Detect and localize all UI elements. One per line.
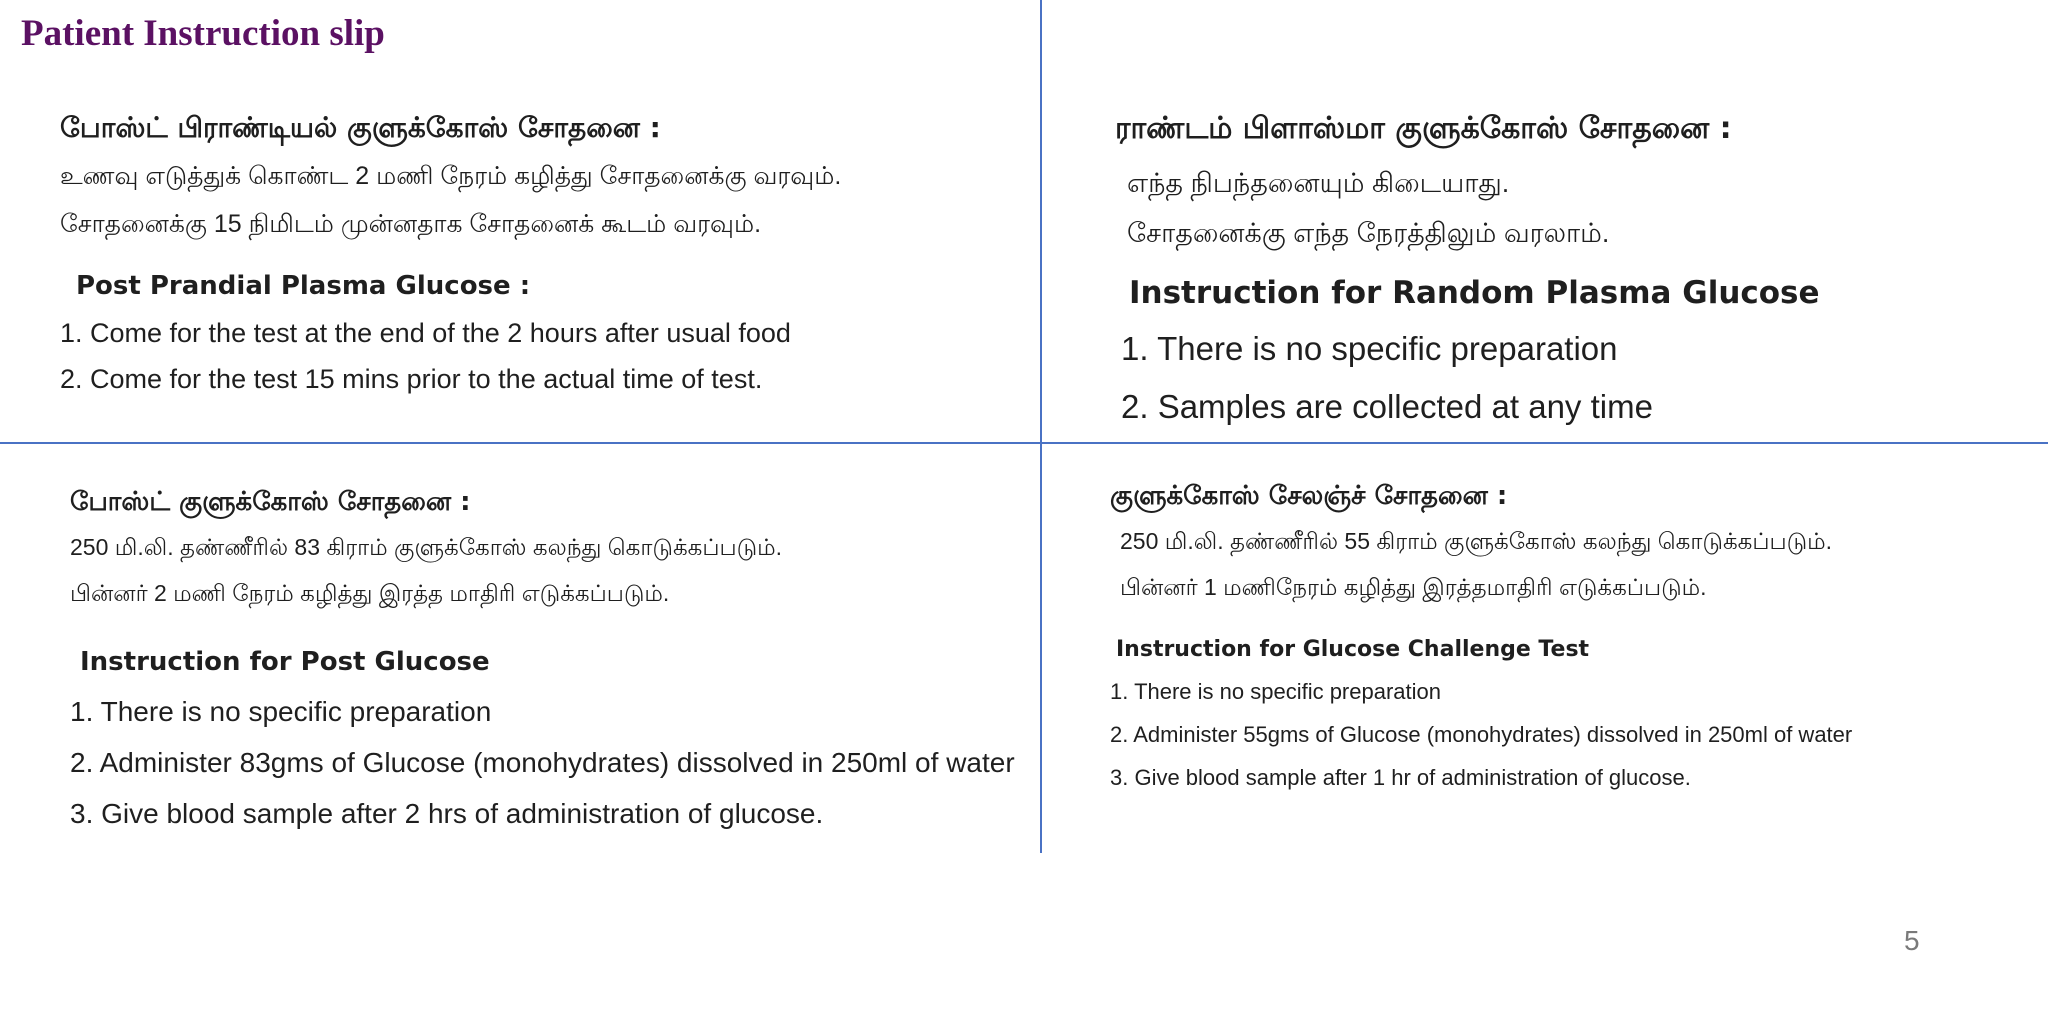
- post-glucose-panel: [70, 482, 1030, 839]
- post-glucose-tamil-line: பின்னர் 2 மணி நேரம் கழித்து இரத்த மாதிரி எடுக்கப்படும்.: [70, 580, 670, 606]
- post-prandial-tamil-heading: போஸ்ட் பிராண்டியல் குளுக்கோஸ் சோதனை :: [60, 111, 661, 144]
- random-plasma-english-line: 1. There is no specific preparation: [1121, 330, 1618, 367]
- horizontal-divider: [0, 442, 2048, 444]
- random-plasma-panel: [1115, 108, 2035, 436]
- slide-title: Patient Instruction slip: [21, 13, 385, 54]
- random-plasma-english-heading: Instruction for Random Plasma Glucose: [1129, 275, 1820, 311]
- glucose-challenge-english-line: 1. There is no specific preparation: [1110, 679, 1441, 704]
- post-prandial-tamil-line: உணவு எடுத்துக் கொண்ட 2 மணி நேரம் கழித்து சோதனைக்கு வரவும்.: [60, 162, 842, 190]
- glucose-challenge-english-line: 2. Administer 55gms of Glucose (monohydrates) dissolved in 250ml of water: [1110, 722, 1853, 747]
- post-glucose-tamil-heading: போஸ்ட் குளுக்கோஸ் சோதனை :: [70, 487, 471, 517]
- post-prandial-tamil-line: சோதனைக்கு 15 நிமிடம் முன்னதாக சோதனைக் கூடம் வரவும்.: [60, 210, 762, 238]
- post-glucose-english-line: 1. There is no specific preparation: [70, 696, 492, 727]
- glucose-challenge-english-heading: Instruction for Glucose Challenge Test: [1116, 637, 1590, 662]
- post-prandial-english-line: 2. Come for the test 15 mins prior to the actual time of test.: [60, 364, 763, 394]
- post-prandial-panel: [60, 108, 1020, 402]
- random-plasma-english-line: 2. Samples are collected at any time: [1121, 388, 1653, 425]
- glucose-challenge-english-line: 3. Give blood sample after 1 hr of administration of glucose.: [1110, 765, 1691, 790]
- post-glucose-english-heading: Instruction for Post Glucose: [80, 647, 490, 677]
- post-glucose-english-line: 3. Give blood sample after 2 hrs of administration of glucose.: [70, 798, 824, 829]
- post-glucose-tamil-line: 250 மி.லி. தண்ணீரில் 83 கிராம் குளுக்கோஸ் கலந்து கொடுக்கப்படும்.: [70, 534, 783, 560]
- glucose-challenge-tamil-line: பின்னர் 1 மணிநேரம் கழித்து இரத்தமாதிரி எடுக்கப்படும்.: [1120, 574, 1707, 600]
- glucose-challenge-tamil-heading: குளுக்கோஸ் சேலஞ்ச் சோதனை :: [1110, 481, 1508, 511]
- post-prandial-english-line: 1. Come for the test at the end of the 2 hours after usual food: [60, 318, 791, 348]
- glucose-challenge-panel: [1110, 476, 2030, 799]
- random-plasma-tamil-line: சோதனைக்கு எந்த நேரத்திலும் வரலாம்.: [1127, 218, 1610, 248]
- post-glucose-english-line: 2. Administer 83gms of Glucose (monohydrates) dissolved in 250ml of water: [70, 747, 1015, 778]
- page-number: 5: [1904, 925, 1920, 956]
- random-plasma-tamil-heading: ராண்டம் பிளாஸ்மா குளுக்கோஸ் சோதனை :: [1115, 111, 1732, 146]
- glucose-challenge-tamil-line: 250 மி.லி. தண்ணீரில் 55 கிராம் குளுக்கோஸ் கலந்து கொடுக்கப்படும்.: [1120, 528, 1833, 554]
- random-plasma-tamil-line: எந்த நிபந்தனையும் கிடையாது.: [1127, 168, 1510, 198]
- vertical-divider: [1040, 0, 1042, 853]
- post-prandial-english-heading: Post Prandial Plasma Glucose :: [76, 271, 531, 301]
